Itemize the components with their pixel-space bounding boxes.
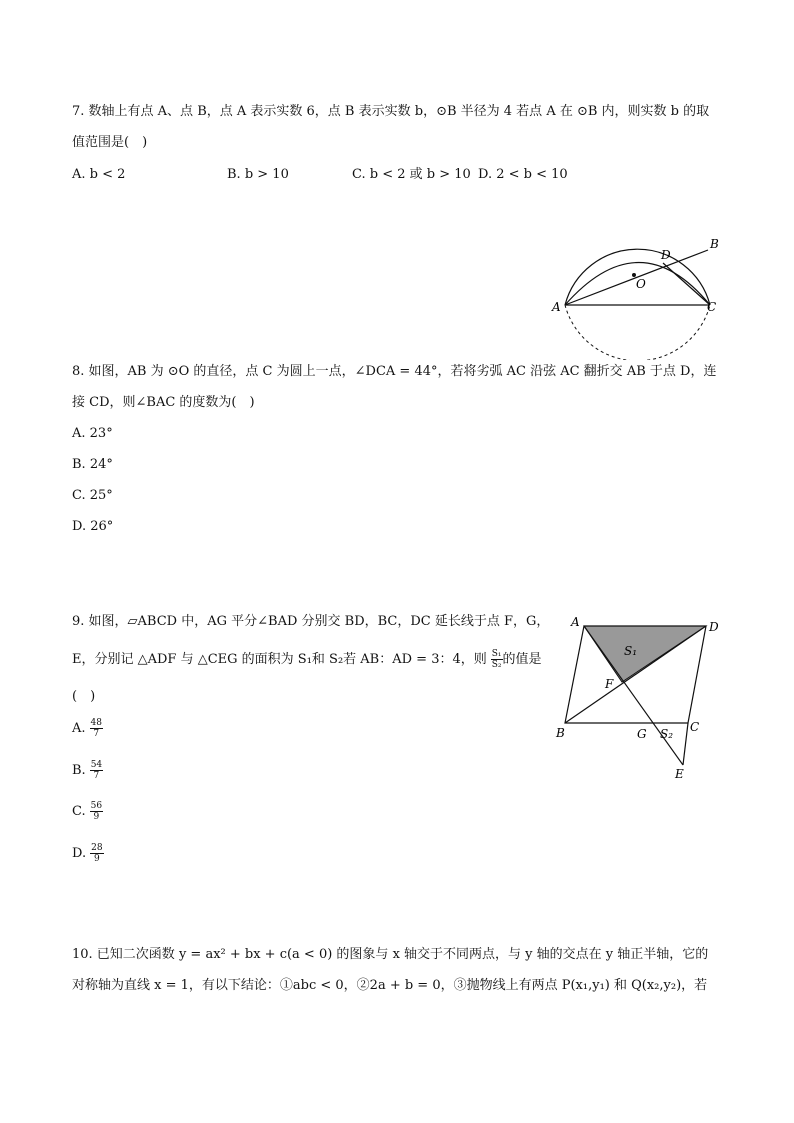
label-a: A	[571, 615, 580, 629]
q8-stem-line1: 8. 如图，AB 为 ⊙O 的直径，点 C 为圆上一点，∠DCA = 44°，若将劣弧 AC 沿弦 AC 翻折交 AB 于点 D，连	[72, 364, 717, 379]
q9-option-c-label: C.	[72, 804, 86, 819]
ratio-denominator: S₂	[491, 660, 502, 670]
ratio-numerator: S₁	[491, 649, 502, 659]
q8-circle-figure	[545, 190, 735, 360]
q8-option-c: C. 25°	[72, 488, 113, 503]
q9-stem-line2-tail: 的值是	[502, 652, 542, 667]
q9-option-c-num: 56	[90, 801, 103, 811]
q7-stem-line1: 7. 数轴上有点 A、点 B，点 A 表示实数 6，点 B 表示实数 b，⊙B 半径为 4 若点 A 在 ⊙B 内，则实数 b 的取	[72, 104, 710, 119]
label-d: D	[661, 248, 671, 262]
label-s2: S₂	[660, 727, 674, 741]
q9-option-d-den: 9	[93, 854, 100, 864]
label-s1: S₁	[624, 644, 638, 658]
q9-option-d-num: 28	[91, 843, 103, 853]
q9-option-c-fraction	[90, 801, 103, 822]
circle-lower-arc-dashed	[565, 305, 710, 360]
ratio-fraction	[491, 649, 503, 670]
q8-stem-line2: 接 CD，则∠BAC 的度数为( )	[72, 395, 255, 410]
shaded-triangle-adf	[584, 626, 706, 682]
q9-option-c-den: 9	[93, 812, 100, 822]
q9-stem-line1: 9. 如图，▱ABCD 中，AG 平分∠BAD 分别交 BD，BC，DC 延长线于点 F，G，	[72, 614, 550, 629]
label-c: C	[690, 720, 700, 734]
q9-parallelogram-figure	[550, 610, 730, 790]
q8-option-a: A. 23°	[72, 426, 113, 441]
q9-option-c	[72, 801, 103, 822]
q7-option-a: A. b < 2	[72, 167, 126, 182]
q8-option-b: B. 24°	[72, 457, 113, 472]
q9-stem-line2	[72, 649, 542, 670]
segment-dc	[663, 263, 710, 305]
q9-option-a-num: 48	[90, 718, 102, 728]
q9-option-a-label: A.	[72, 721, 86, 736]
label-a: A	[552, 300, 561, 314]
q9-option-a-den: 7	[93, 729, 100, 739]
segment-ce	[683, 723, 688, 765]
q9-option-b-den: 7	[93, 771, 100, 781]
label-b: B	[710, 237, 719, 251]
q10-stem-line2: 对称轴为直线 x = 1，有以下结论：①abc < 0，②2a + b = 0，③抛物线上有两点 P(x₁,y₁) 和 Q(x₂,y₂)，若	[72, 978, 708, 993]
label-b: B	[556, 726, 565, 740]
label-g: G	[637, 727, 647, 741]
label-d: D	[709, 620, 719, 634]
label-c: C	[707, 300, 717, 314]
q9-option-d-label: D.	[72, 846, 87, 861]
q9-option-d	[72, 843, 104, 864]
q9-option-a-fraction	[90, 718, 103, 739]
label-f: F	[605, 677, 614, 691]
q7-stem-line2: 值范围是( )	[72, 135, 148, 150]
label-o: O	[636, 277, 646, 291]
q7-option-d: D. 2 < b < 10	[478, 167, 568, 182]
q8-option-d: D. 26°	[72, 519, 114, 534]
label-e: E	[675, 767, 684, 781]
q9-stem-line3: ( )	[72, 689, 96, 704]
q9-option-b-fraction	[90, 760, 103, 781]
q9-stem-line2-text: E，分别记 △ADF 与 △CEG 的面积为 S₁和 S₂若 AB：AD = 3：4，则	[72, 652, 487, 667]
q10-stem-line1: 10. 已知二次函数 y = ax² + bx + c(a < 0) 的图象与 x 轴交于不同两点，与 y 轴的交点在 y 轴正半轴，它的	[72, 947, 709, 962]
q7-option-c: C. b < 2 或 b > 10	[352, 167, 471, 182]
q9-option-b-num: 54	[90, 760, 103, 770]
q9-option-d-fraction	[90, 843, 103, 864]
q9-option-a	[72, 718, 103, 739]
q9-option-b-label: B.	[72, 763, 86, 778]
q7-option-b: B. b > 10	[227, 167, 289, 182]
q9-option-b	[72, 760, 103, 781]
